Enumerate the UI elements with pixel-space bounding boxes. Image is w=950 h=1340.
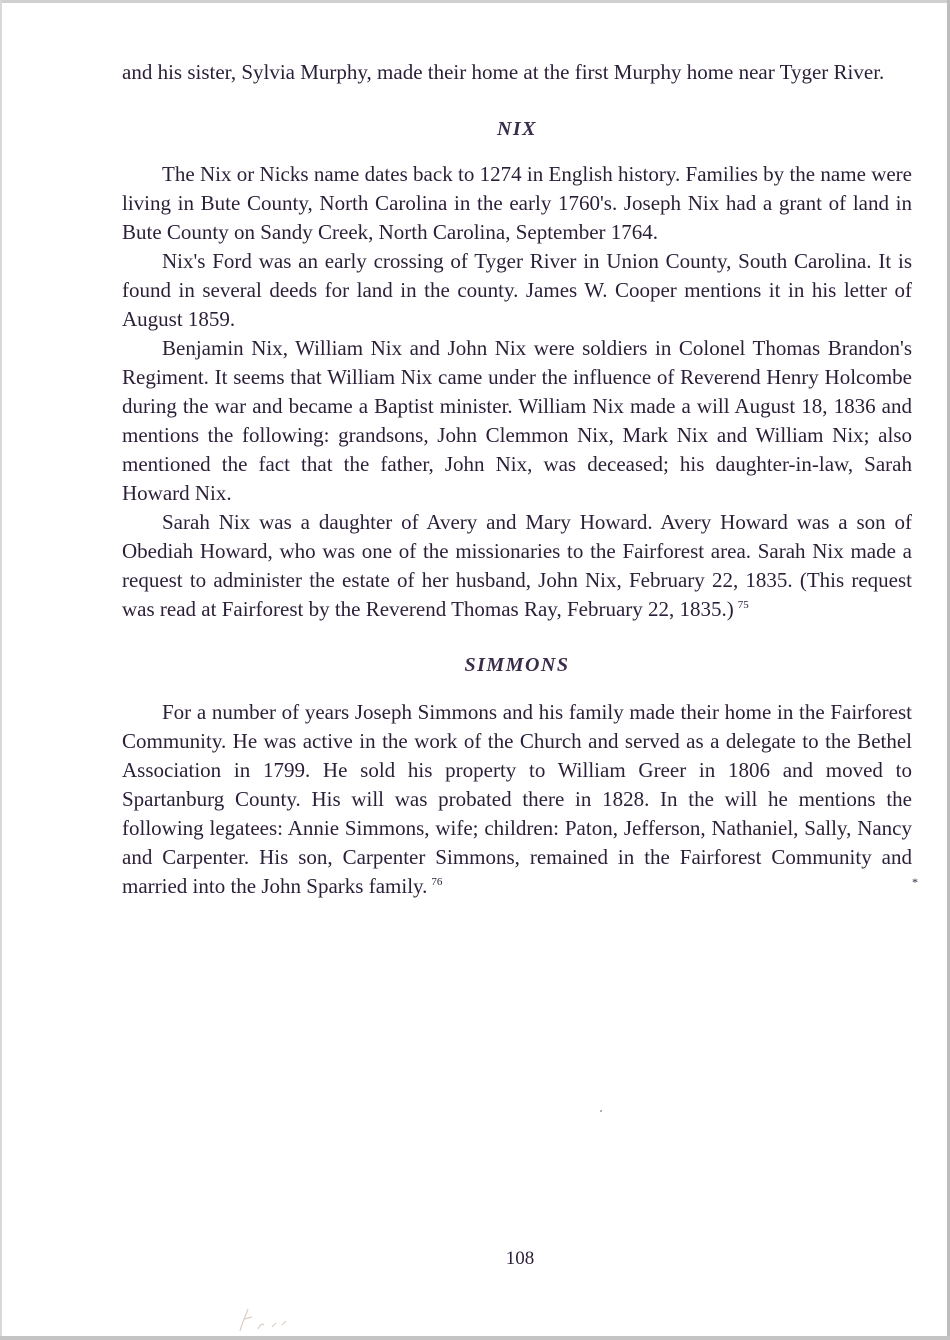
page-edge-top bbox=[0, 0, 950, 3]
simmons-paragraph-1 bbox=[122, 698, 912, 901]
footnote-ref-76: 76 bbox=[431, 876, 443, 888]
nix-paragraph-4-text: Sarah Nix was a daughter of Avery and Mary Howard. Avery Howard was a son of Obediah Howard, who was one of the missionaries to the Fairforest area. Sarah Nix made a request to administer the estate of her husband, John Nix, February 22, 1835. (This request was read at Fairforest by the Reverend Thomas Ray, February 22, 1835.) bbox=[122, 510, 912, 621]
page-edge-left bbox=[0, 0, 2, 1340]
stray-dot bbox=[600, 1110, 602, 1112]
marginal-asterisk: * bbox=[912, 875, 918, 889]
nix-paragraph-3: Benjamin Nix, William Nix and John Nix were soldiers in Colonel Thomas Brandon's Regiment. It seems that William Nix came under the influence of Reverend Henry Holcombe during the war and became a Baptist minister. William Nix made a will August 18, 1836 and mentions the following: grandsons, John Clemmon Nix, Mark Nix and William Nix; also mentioned the fact that the father, John Nix, was deceased; his daughter-in-law, Sarah Howard Nix. bbox=[122, 336, 912, 505]
page-edge-bottom bbox=[0, 1336, 950, 1340]
nix-paragraph-1: The Nix or Nicks name dates back to 1274 in English history. Families by the name were living in Bute County, North Carolina in the early 1760's. Joseph Nix had a grant of land in Bute County on Sandy Creek, North Carolina, September 1764. bbox=[122, 162, 912, 244]
simmons-paragraph-1-text: For a number of years Joseph Simmons and his family made their home in the Fairforest Community. He was active in the work of the Church and served as a delegate to the Bethel Association in 1799. He sold his property to William Greer in 1806 and moved to Spartanburg County. His will was probated there in 1828. In the will he mentions the following legatees: Annie Simmons, wife; children: Paton, Jefferson, Nathaniel, Sally, Nancy and Carpenter. His son, Carpenter Simmons, remained in the Fairforest Community and married into the John Sparks family. bbox=[122, 700, 912, 898]
section-heading-simmons: SIMMONS bbox=[464, 654, 570, 676]
footnote-ref-75: 75 bbox=[737, 599, 749, 611]
opening-paragraph: and his sister, Sylvia Murphy, made their home at the first Murphy home near Tyger River. bbox=[122, 60, 885, 84]
page-body bbox=[122, 58, 912, 901]
faint-pencil-mark bbox=[232, 1305, 292, 1335]
nix-paragraph-4 bbox=[122, 508, 912, 624]
nix-paragraph-2: Nix's Ford was an early crossing of Tyger River in Union County, South Carolina. It is found in several deeds for land in the county. James W. Cooper mentions it in his letter of August 1859. bbox=[122, 249, 912, 331]
section-heading-nix: NIX bbox=[496, 118, 538, 140]
page-number: 108 bbox=[505, 1248, 535, 1269]
